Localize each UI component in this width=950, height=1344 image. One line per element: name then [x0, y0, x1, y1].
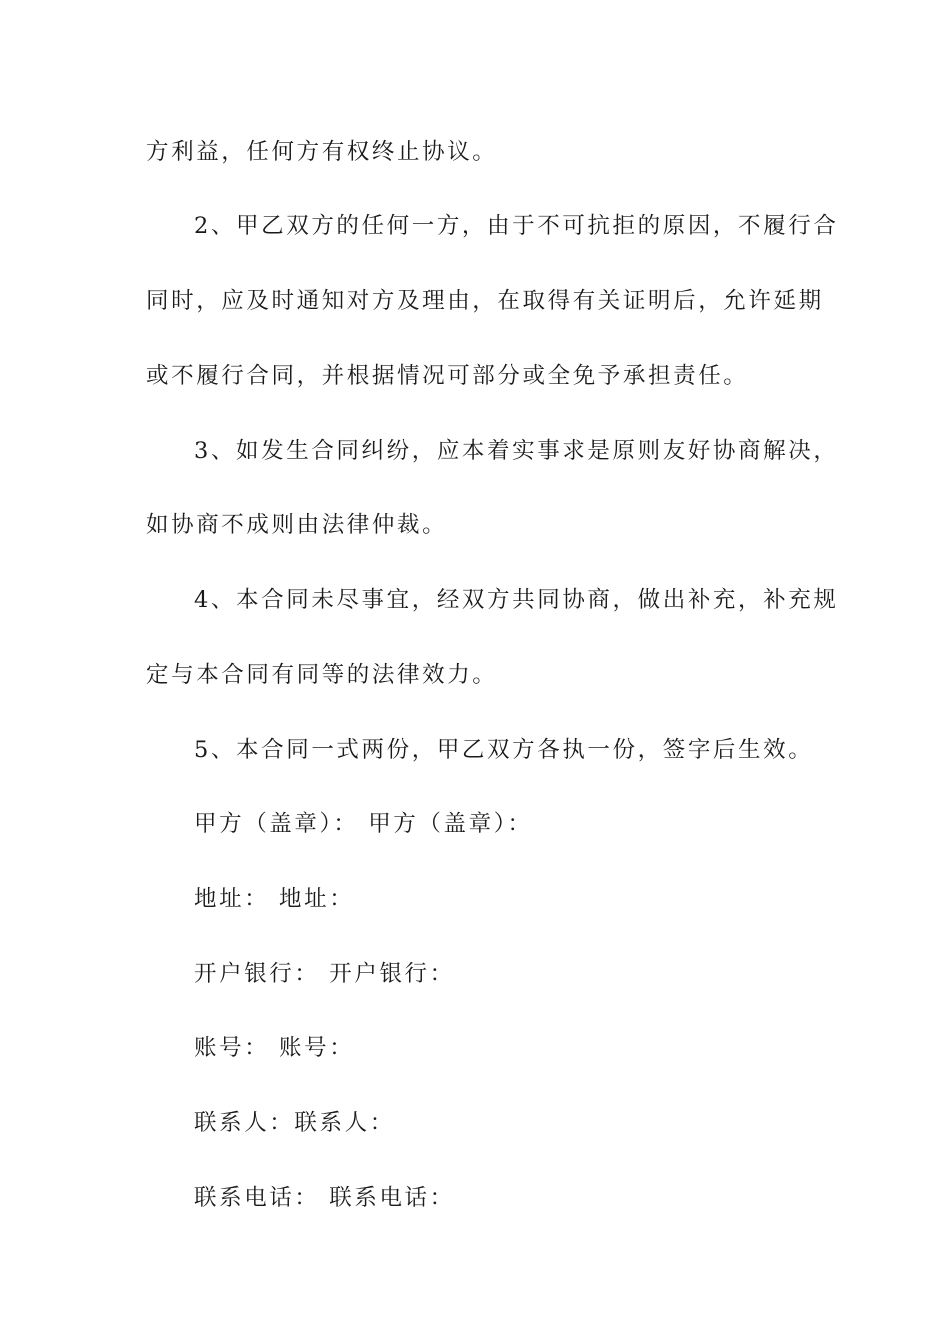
signature-account-number: 账号： 账号： — [194, 1035, 355, 1061]
clause-4-text-line-1: 4、本合同未尽事宜，经双方共同协商，做出补充，补充规 — [194, 587, 839, 613]
clause-3-text-line-2: 如协商不成则由法律仲裁。 — [146, 512, 448, 538]
signature-bank: 开户银行： 开户银行： — [194, 961, 455, 987]
clause-2-text-line-1: 2、甲乙双方的任何一方，由于不可抗拒的原因，不履行合 — [194, 213, 839, 239]
clause-4-text-line-2: 定与本合同有同等的法律效力。 — [146, 662, 498, 688]
signature-contact-phone: 联系电话： 联系电话： — [194, 1185, 455, 1211]
clause-3-text-line-1: 3、如发生合同纠纷，应本着实事求是原则友好协商解决， — [194, 438, 839, 464]
signature-address: 地址： 地址： — [194, 886, 355, 912]
clause-2-text-line-3: 或不履行合同，并根据情况可部分或全免予承担责任。 — [146, 363, 749, 389]
clause-2-text-line-2: 同时，应及时通知对方及理由，在取得有关证明后，允许延期 — [146, 288, 824, 314]
clause-1-tail-text: 方利益，任何方有权终止协议。 — [146, 139, 498, 165]
signature-party-stamp: 甲方（盖章）： 甲方（盖章）： — [194, 811, 533, 837]
clause-5-text: 5、本合同一式两份，甲乙双方各执一份，签字后生效。 — [194, 737, 814, 763]
signature-contact-person: 联系人：联系人： — [194, 1110, 395, 1136]
